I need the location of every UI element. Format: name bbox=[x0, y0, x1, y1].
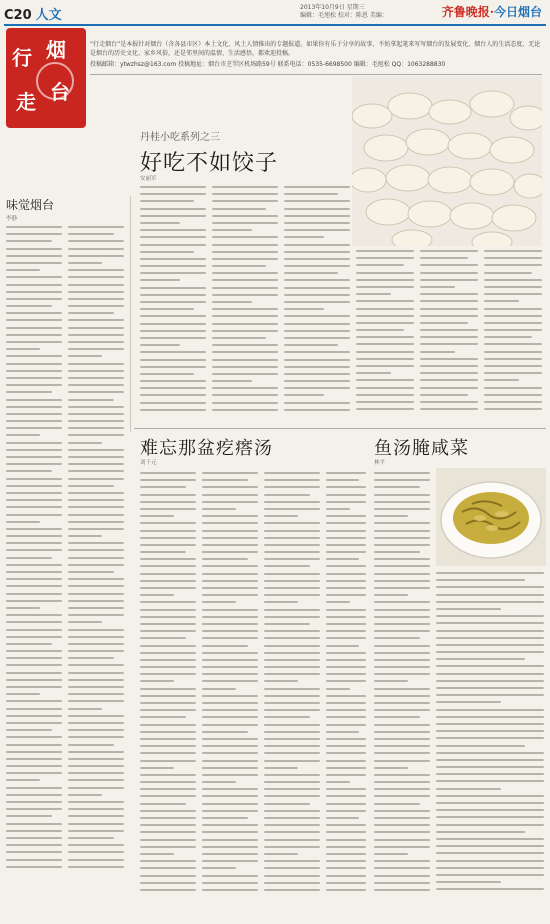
section-name: 人文 bbox=[35, 8, 62, 23]
sidebar-body-col2 bbox=[68, 226, 124, 916]
sidebar-article-title: 味觉烟台 bbox=[6, 198, 55, 212]
page-meta bbox=[300, 4, 420, 20]
article1-body-col5 bbox=[420, 250, 478, 424]
article1-body-col3 bbox=[284, 186, 350, 424]
header-rule bbox=[4, 24, 546, 26]
dumplings-photo bbox=[352, 76, 542, 246]
article2-author: 刘千元 bbox=[140, 460, 157, 466]
intro-text: “行走烟台”是本报针对烟台（含各县市区）本土文化、风土人情推出的专题报道。如果你有乐于分享的故事，不妨拿起笔来写写烟台的发展变化、烟台人的生活态度，无论是烟台的历史文化、家乡风俗，还是邻里间的温情、生活感悟，都欢迎投稿。 bbox=[90, 41, 541, 57]
logo-char-3: 走 bbox=[16, 90, 36, 114]
column-logo bbox=[6, 28, 86, 128]
logo-char-1: 行 bbox=[12, 46, 32, 70]
logo-char-4: 台 bbox=[50, 80, 70, 104]
intro-divider bbox=[90, 74, 542, 75]
section-divider bbox=[134, 428, 546, 429]
article1-body-col1 bbox=[140, 186, 206, 424]
article3-body-col2 bbox=[436, 572, 544, 916]
sidebar-article-author: 李静 bbox=[6, 216, 18, 222]
intro-contact: 投稿邮箱：ytwzhsz@163.com 投稿地址：烟台市芝罘区机场路59号 联系电话：0535-6698500 编辑：毛旭松 QQ：1063288830 bbox=[90, 61, 446, 68]
article1-author: 安丽军 bbox=[140, 176, 157, 182]
logo-char-2: 烟 bbox=[46, 38, 66, 62]
page-code: C20 bbox=[4, 8, 32, 23]
brand-main: 齐鲁晚报 bbox=[441, 5, 490, 19]
page-editors: 编辑：毛旭松 校对：陈恩 美编： bbox=[300, 12, 388, 19]
page-date: 2013年10月9日 星期三 bbox=[300, 4, 365, 11]
sidebar-body-col1 bbox=[6, 226, 62, 916]
article1-body-col6 bbox=[484, 250, 542, 424]
article1-series: 丹桂小吃系列之三 bbox=[140, 132, 220, 143]
column-intro bbox=[90, 40, 542, 69]
article1-title: 好吃不如饺子 bbox=[140, 151, 279, 176]
article2-body-col4 bbox=[326, 472, 366, 916]
article3-body-col1 bbox=[374, 472, 430, 916]
article2-body-col2 bbox=[202, 472, 258, 916]
article2-body-col3 bbox=[264, 472, 320, 916]
page-header-left bbox=[4, 4, 62, 23]
article3-title: 鱼汤腌咸菜 bbox=[374, 438, 469, 459]
newspaper-brand bbox=[442, 3, 542, 20]
brand-sub: 今日烟台 bbox=[493, 5, 542, 19]
article1-body-col4 bbox=[356, 250, 414, 424]
brand-separator: · bbox=[489, 5, 494, 19]
column-divider-vertical bbox=[130, 196, 131, 432]
article2-title: 难忘那盆疙瘩汤 bbox=[140, 438, 273, 459]
article3-author: 林平 bbox=[374, 460, 386, 466]
article1-body-col2 bbox=[212, 186, 278, 424]
pickled-vegetable-photo bbox=[436, 468, 546, 566]
article2-body-col1 bbox=[140, 472, 196, 916]
